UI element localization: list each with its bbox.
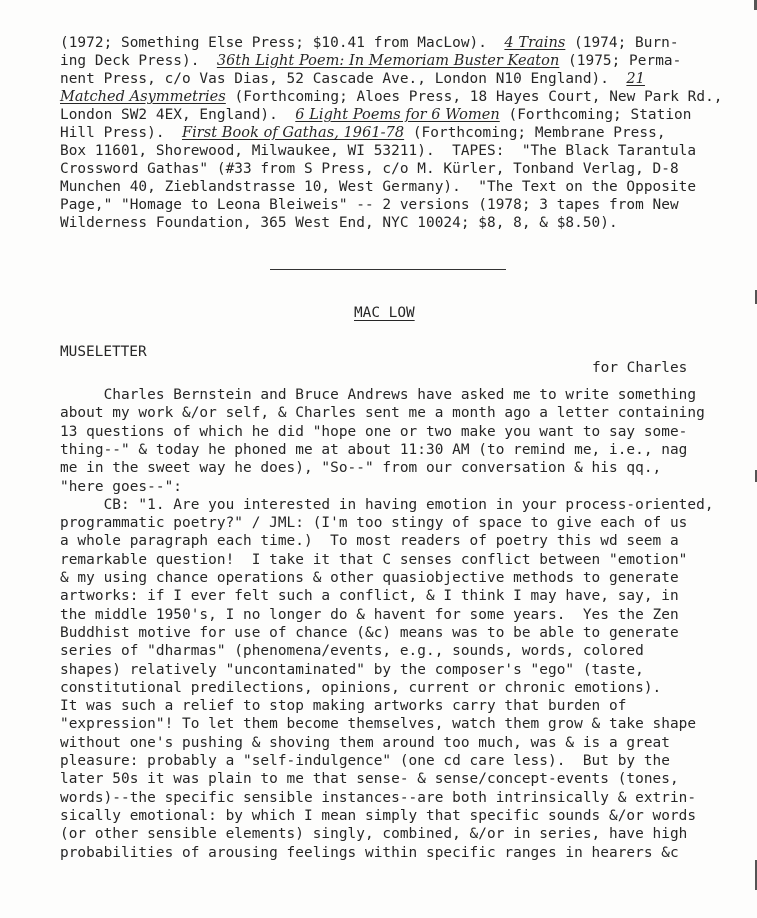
bib-title-first-book-of-gathas: First Book of Gathas, 1961-78 — [182, 125, 405, 141]
bibliography-line-10: Page," "Homage to Leona Bleiweis" -- 2 versions (1978; 3 tapes from New — [60, 197, 679, 213]
bib-title-6-light-poems: 6 Light Poems for 6 Women — [295, 107, 500, 123]
body-line: me in the sweet way he does), "So--" from our conversation & his qq., — [60, 460, 662, 477]
page-title: MUSELETTER — [60, 344, 147, 360]
body-line: "expression"! To let them become themselves, watch them grow & take shape — [60, 716, 697, 733]
bib-title-4-trains: 4 Trains — [504, 35, 566, 51]
bib-text: (Forthcoming; Aloes Press, 18 Hayes Court, New Park Rd., — [225, 89, 723, 105]
bibliography-line-11: Wilderness Foundation, 365 West End, NYC 10024; $8, 8, & $8.50). — [60, 215, 618, 231]
dedication: for Charles — [592, 360, 688, 376]
body-line: constitutional predilections, opinions, current or chronic emotions). — [60, 679, 662, 696]
bibliography-line-5 — [60, 106, 691, 124]
body-line: a whole paragraph each time.) To most readers of poetry this wd seem a — [60, 533, 679, 550]
bib-text: (1975; Perma- — [559, 53, 682, 69]
bib-title-36th-light-poem: 36th Light Poem: In Memoriam Buster Keaton — [216, 53, 560, 69]
body-line: It was such a relief to stop making artworks carry that burden of — [60, 698, 627, 715]
body-line: remarkable question! I take it that C senses conflict between "emotion" — [60, 551, 688, 568]
body-line: series of "dharmas" (phenomena/events, e.g., sounds, words, colored — [60, 643, 644, 660]
bib-text: London SW2 4EX, England). — [60, 107, 296, 123]
body-line: words)--the specific sensible instances--are both intrinsically & extrin- — [60, 789, 697, 806]
body-line: programmatic poetry?" / JML: (I'm too stingy of space to give each of us — [60, 515, 688, 532]
body-line: probabilities of arousing feelings within specific ranges in hearers &c — [60, 844, 679, 861]
body-line: Charles Bernstein and Bruce Andrews have asked me to write something — [60, 387, 697, 403]
body-line: later 50s it was plain to me that sense- & sense/concept-events (tones, — [60, 771, 679, 788]
bib-text: nent Press, c/o Vas Dias, 52 Cascade Ave., London N10 England). — [60, 71, 627, 87]
bibliography-line-4 — [60, 88, 723, 106]
body-line: without one's pushing & shoving them around too much, was & is a great — [60, 734, 670, 751]
bibliography-line-7: Box 11601, Shorewood, Milwaukee, WI 53211). TAPES: "The Black Tarantula — [60, 143, 697, 159]
bibliography-line-8: Crossword Gathas" (#33 from S Press, c/o M. Kürler, Tonband Verlag, D-8 — [60, 161, 679, 177]
bib-text: ing Deck Press). — [60, 53, 217, 69]
body-line: CB: "1. Are you interested in having emotion in your process-oriented, — [60, 496, 714, 513]
body-line: pleasure: probably a "self-indulgence" (one cd care less). But by the — [60, 753, 670, 769]
bibliography-line-1 — [60, 34, 679, 52]
body-line: Buddhist motive for use of chance (&c) means was to be able to generate — [60, 624, 679, 641]
bibliography-line-6 — [60, 124, 666, 142]
bib-text: Hill Press). — [60, 125, 182, 141]
bib-text: (Forthcoming; Station — [499, 107, 692, 123]
bibliography-line-9: Munchen 40, Zieblandstrasse 10, West Germany). "The Text on the Opposite — [60, 179, 697, 195]
body-line: & my using chance operations & other quasiobjective methods to generate — [60, 570, 679, 586]
section-divider — [270, 269, 506, 270]
bibliography-line-2 — [60, 52, 681, 70]
bibliography-line-3 — [60, 70, 645, 88]
body-line: the middle 1950's, I no longer do & havent for some years. Yes the Zen — [60, 606, 679, 623]
body-line: about my work &/or self, & Charles sent me a month ago a letter containing — [60, 405, 705, 422]
bib-text: (1972; Something Else Press; $10.41 from MacLow). — [60, 35, 505, 51]
body-line: (or other sensible elements) singly, combined, &/or in series, have high — [60, 826, 688, 843]
body-line: artworks: if I ever felt such a conflict, & I think I may have, say, in — [60, 588, 679, 605]
body-line: "here goes--": — [60, 478, 182, 495]
bib-title-21: 21 — [626, 71, 645, 87]
body-line: thing--" & today he phoned me at about 11:30 AM (to remind me, i.e., nag — [60, 441, 688, 458]
body-line: sically emotional: by which I mean simply that specific sounds &/or words — [60, 807, 697, 824]
bib-title-matched-asymmetries: Matched Asymmetries — [60, 89, 226, 105]
body-line: shapes) relatively "uncontaminated" by the composer's "ego" (taste, — [60, 661, 644, 678]
bib-text: (1974; Burn- — [565, 35, 679, 51]
bib-text: (Forthcoming; Membrane Press, — [404, 125, 666, 141]
body-line: 13 questions of which he did "hope one or two make you want to say some- — [60, 423, 688, 440]
author-heading: MAC LOW — [354, 305, 415, 321]
